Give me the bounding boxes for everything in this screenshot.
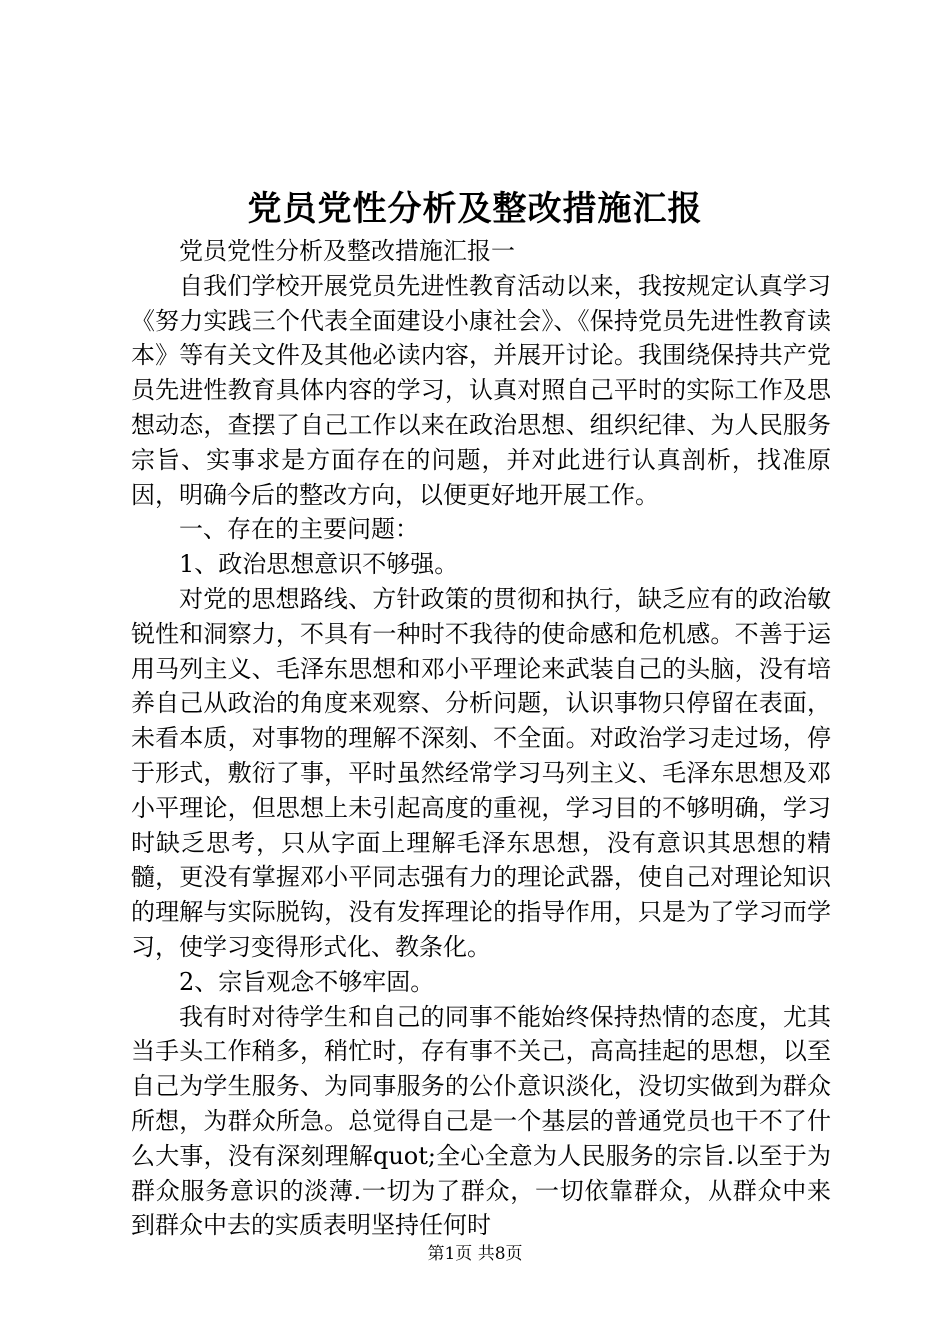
section-heading-problems: 一、存在的主要问题：	[179, 515, 419, 544]
paragraph-purpose-concept: 我有时对待学生和自己的同事不能始终保持热情的态度，尤其当手头工作稍多，稍忙时，存有事不关己，高高挂起的思想，以至自己为学生服务、为同事服务的公仆意识淡化，没切实做到为群众所想，为群众所急。总觉得自己是一个基层的普通党员也干不了什么大事，没有深刻理解quot;全心全意为人民服务的宗旨.以至于为群众服务意识的淡薄.一切为了群众，一切依靠群众，从群众中来到群众中去的实质表明坚持任何时	[131, 1002, 831, 1240]
document-title: 党员党性分析及整改措施汇报	[247, 189, 703, 229]
subheading-political-awareness: 1、政治思想意识不够强。	[179, 550, 459, 579]
paragraph-subtitle: 党员党性分析及整改措施汇报一	[179, 237, 515, 265]
page-footer: 第1页 共8页	[427, 1244, 523, 1264]
document-body	[131, 234, 831, 1243]
paragraph-political-awareness: 对党的思想路线、方针政策的贯彻和执行，缺乏应有的政治敏锐性和洞察力，不具有一种时不我待的使命感和危机感。不善于运用马列主义、毛泽东思想和邓小平理论来武装自己的头脑，没有培养自己从政治的角度来观察、分析问题，认识事物只停留在表面，未看本质，对事物的理解不深刻、不全面。对政治学习走过场，停于形式，敷衍了事，平时虽然经常学习马列主义、毛泽东思想及邓小平理论，但思想上未引起高度的重视，学习目的不够明确，学习时缺乏思考，只从字面上理解毛泽东思想，没有意识其思想的精髓，更没有掌握邓小平同志强有力的理论武器，使自己对理论知识的理解与实际脱钩，没有发挥理论的指导作用，只是为了学习而学习，使学习变得形式化、教条化。	[131, 584, 831, 961]
subheading-purpose-concept: 2、宗旨观念不够牢固。	[179, 967, 435, 996]
paragraph-intro: 自我们学校开展党员先进性教育活动以来，我按规定认真学习《努力实践三个代表全面建设小康社会》、《保持党员先进性教育读本》等有关文件及其他必读内容，并展开讨论。我围绕保持共产党员先进性教育具体内容的学习，认真对照自己平时的实际工作及思想动态，查摆了自己工作以来在政治思想、组织纪律、为人民服务宗旨、实事求是方面存在的问题，并对此进行认真剖析，找准原因，明确今后的整改方向，以便更好地开展工作。	[131, 271, 831, 509]
